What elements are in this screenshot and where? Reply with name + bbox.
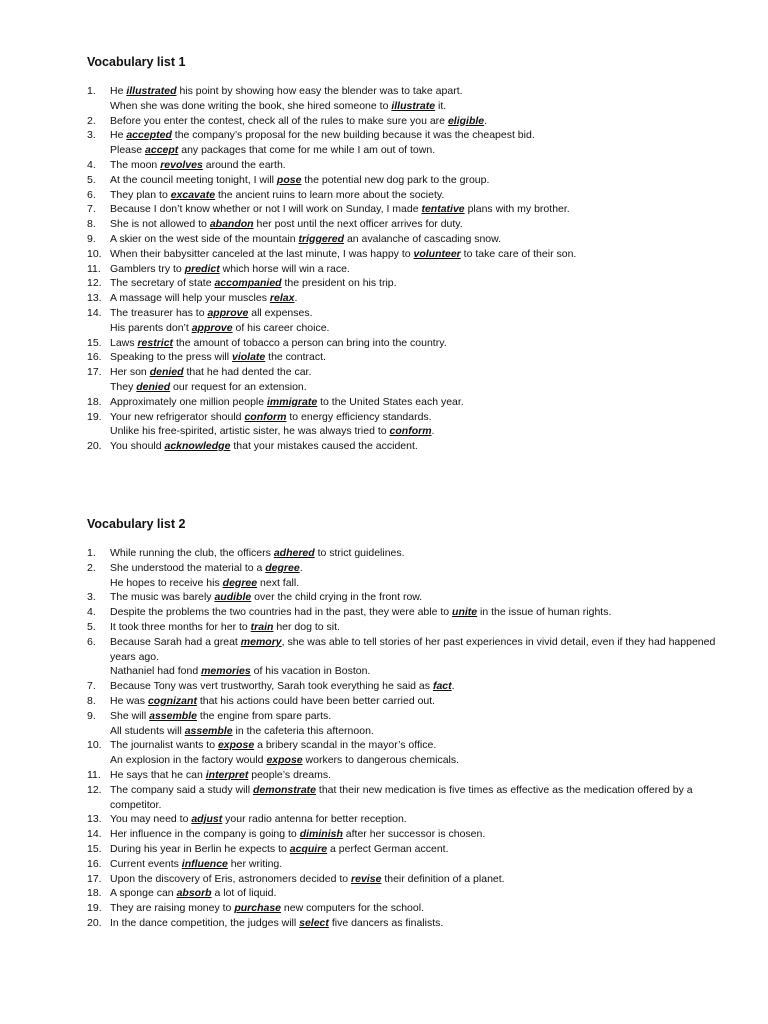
list-item bbox=[87, 158, 727, 173]
sentence-text: of his career choice. bbox=[232, 321, 330, 334]
list-item bbox=[87, 395, 727, 410]
vocabulary-word: accept bbox=[145, 144, 179, 157]
list-item bbox=[87, 262, 727, 277]
item-number: 15. bbox=[87, 842, 102, 855]
sentence-text: her writing. bbox=[227, 857, 283, 870]
sentence-text: Please bbox=[110, 144, 146, 157]
vocabulary-word: adhered bbox=[273, 547, 315, 559]
sentence-text: around the earth. bbox=[202, 158, 286, 171]
example-sentence bbox=[110, 247, 727, 262]
sentence-text: His parents don’t bbox=[110, 321, 192, 334]
example-sentence bbox=[110, 872, 727, 887]
sentence-text: that their new medication is five times as effective as the medication offered by a competitor. bbox=[110, 783, 693, 811]
sentence-text: When their babysitter canceled at the last minute, I was happy to bbox=[110, 247, 414, 260]
example-sentence bbox=[110, 724, 727, 739]
item-number: 14. bbox=[87, 828, 102, 841]
list-item bbox=[87, 306, 727, 336]
example-sentence bbox=[110, 336, 727, 351]
example-sentence bbox=[110, 679, 727, 694]
example-sentence bbox=[110, 916, 727, 931]
sentence-text: her dog to sit. bbox=[273, 620, 340, 633]
list-item bbox=[87, 827, 727, 842]
item-number: 10. bbox=[87, 247, 102, 260]
sentence-text: Her influence in the company is going to bbox=[110, 828, 300, 841]
vocabulary-word: revolves bbox=[160, 158, 203, 171]
vocabulary-word: abandon bbox=[209, 218, 254, 231]
sentence-text: Her son bbox=[110, 366, 150, 379]
list-item bbox=[87, 620, 727, 635]
sentence-text: after her successor is chosen. bbox=[342, 828, 486, 841]
item-number: 17. bbox=[87, 872, 102, 885]
vocabulary-word: memories bbox=[201, 665, 251, 678]
sentence-text: While running the club, the officers bbox=[110, 547, 274, 559]
list-title: Vocabulary list 1 bbox=[87, 55, 186, 69]
example-sentence bbox=[110, 188, 727, 203]
vocabulary-word: conform bbox=[244, 410, 287, 423]
example-sentence bbox=[110, 738, 727, 753]
list-item bbox=[87, 247, 727, 262]
sentence-text: his point by showing how easy the blender was to take apart. bbox=[176, 85, 463, 97]
list-item bbox=[87, 635, 727, 679]
sentence-text: When she was done writing the book, she hired someone to bbox=[110, 99, 392, 112]
sentence-text: in the cafeteria this afternoon. bbox=[232, 724, 374, 737]
sentence-text: . bbox=[451, 680, 455, 693]
list-item bbox=[87, 217, 727, 232]
list-item bbox=[87, 232, 727, 247]
sentence-text: They are raising money to bbox=[110, 902, 235, 915]
sentence-text: All students will bbox=[110, 724, 185, 737]
item-number: 3. bbox=[87, 129, 96, 142]
list-item bbox=[87, 694, 727, 709]
list-item bbox=[87, 84, 727, 114]
item-number: 12. bbox=[87, 277, 102, 290]
list-item bbox=[87, 128, 727, 158]
list-item bbox=[87, 561, 727, 591]
sentence-text: . bbox=[299, 561, 303, 574]
sentence-text: Upon the discovery of Eris, astronomers decided to bbox=[110, 872, 352, 885]
example-sentence bbox=[110, 561, 727, 576]
list-item bbox=[87, 679, 727, 694]
example-sentence bbox=[110, 901, 727, 916]
item-number: 7. bbox=[87, 680, 96, 693]
sentence-text: that his actions could have been better carried out. bbox=[196, 694, 436, 707]
sentence-text: Because Tony was vert trustworthy, Sarah took everything he said as bbox=[110, 680, 433, 693]
sentence-text: He says that he can bbox=[110, 768, 206, 781]
vocabulary-word: tentative bbox=[421, 203, 465, 216]
list-item bbox=[87, 276, 727, 291]
example-sentence bbox=[110, 842, 727, 857]
sentence-text: the contract. bbox=[265, 351, 326, 364]
item-number: 6. bbox=[87, 635, 96, 648]
sentence-text: The treasurer has to bbox=[110, 306, 208, 319]
example-sentence bbox=[110, 365, 727, 380]
vocabulary-word: triggered bbox=[298, 232, 345, 245]
list-item bbox=[87, 188, 727, 203]
vocabulary-word: audible bbox=[214, 591, 252, 604]
vocabulary-word: relax bbox=[269, 292, 295, 305]
sentence-text: to energy efficiency standards. bbox=[286, 410, 432, 423]
sentence-list bbox=[87, 84, 727, 454]
example-sentence bbox=[110, 424, 727, 439]
sentence-text: next fall. bbox=[257, 576, 300, 589]
vocabulary-word: degree bbox=[222, 576, 258, 589]
list-item bbox=[87, 590, 727, 605]
sentence-text: our request for an extension. bbox=[170, 380, 307, 393]
item-number: 11. bbox=[87, 768, 101, 781]
vocabulary-word: approve bbox=[191, 321, 233, 334]
item-number: 13. bbox=[87, 813, 102, 826]
sentence-text: Before you enter the contest, check all of the rules to make sure you are bbox=[110, 114, 448, 127]
vocabulary-word: conform bbox=[389, 425, 432, 438]
sentence-text: all expenses. bbox=[248, 306, 313, 319]
vocabulary-word: train bbox=[250, 620, 274, 633]
example-sentence bbox=[110, 232, 727, 247]
example-sentence bbox=[110, 276, 727, 291]
sentence-text: A skier on the west side of the mountain bbox=[110, 232, 299, 245]
vocabulary-list-2 bbox=[87, 516, 727, 931]
sentence-text: to the United States each year. bbox=[317, 395, 464, 408]
item-number: 2. bbox=[87, 114, 96, 127]
vocabulary-word: absorb bbox=[176, 887, 212, 900]
vocabulary-word: denied bbox=[136, 380, 171, 393]
item-number: 6. bbox=[87, 188, 96, 201]
vocabulary-word: accompanied bbox=[214, 277, 282, 290]
sentence-text: She is not allowed to bbox=[110, 218, 210, 231]
sentence-text: to strict guidelines. bbox=[314, 547, 405, 559]
sentence-text: of his vacation in Boston. bbox=[250, 665, 371, 678]
sentence-text: You should bbox=[110, 440, 165, 453]
sentence-text: Nathaniel had fond bbox=[110, 665, 202, 678]
example-sentence bbox=[110, 395, 727, 410]
sentence-text: During his year in Berlin he expects to bbox=[110, 842, 290, 855]
item-number: 16. bbox=[87, 857, 102, 870]
example-sentence bbox=[110, 291, 727, 306]
vocabulary-word: acknowledge bbox=[164, 440, 231, 453]
sentence-text: A sponge can bbox=[110, 887, 177, 900]
sentence-text: Gamblers try to bbox=[110, 262, 185, 275]
vocabulary-word: violate bbox=[231, 351, 266, 364]
vocabulary-word: immigrate bbox=[267, 395, 318, 408]
sentence-text: people’s dreams. bbox=[248, 768, 332, 781]
item-number: 13. bbox=[87, 292, 102, 305]
list-title: Vocabulary list 2 bbox=[87, 517, 186, 531]
sentence-text: your radio antenna for better reception. bbox=[222, 813, 407, 826]
item-number: 19. bbox=[87, 902, 102, 915]
sentence-text: a bribery scandal in the mayor’s office. bbox=[254, 739, 437, 752]
vocabulary-word: volunteer bbox=[413, 247, 461, 260]
sentence-text: The company said a study will bbox=[110, 783, 253, 796]
sentence-text: She will bbox=[110, 709, 150, 722]
item-number: 1. bbox=[87, 547, 96, 559]
item-number: 4. bbox=[87, 158, 96, 171]
sentence-text: her post until the next officer arrives for duty. bbox=[253, 218, 463, 231]
list-item bbox=[87, 350, 727, 365]
sentence-text: it. bbox=[435, 99, 447, 112]
sentence-text: the company’s proposal for the new building because it was the cheapest bid. bbox=[171, 129, 535, 142]
vocabulary-word: purchase bbox=[234, 902, 281, 915]
sentence-text: , she was able to tell stories of her past experiences in vivid detail, even if they had happened years ago. bbox=[110, 635, 716, 663]
sentence-text: An explosion in the factory would bbox=[110, 754, 267, 767]
example-sentence bbox=[110, 827, 727, 842]
list-item bbox=[87, 768, 727, 783]
item-number: 9. bbox=[87, 232, 96, 245]
sentence-text: . bbox=[431, 425, 435, 438]
list-item bbox=[87, 738, 727, 768]
sentence-list bbox=[87, 546, 727, 931]
vocabulary-word: influence bbox=[181, 857, 228, 870]
sentence-text: Laws bbox=[110, 336, 138, 349]
example-sentence bbox=[110, 114, 727, 129]
item-number: 11. bbox=[87, 262, 101, 275]
item-number: 1. bbox=[87, 85, 96, 97]
item-number: 18. bbox=[87, 887, 102, 900]
example-sentence bbox=[110, 321, 727, 336]
item-number: 4. bbox=[87, 606, 96, 619]
vocabulary-word: predict bbox=[184, 262, 220, 275]
list-item bbox=[87, 365, 727, 395]
sentence-text: Despite the problems the two countries had in the past, they were able to bbox=[110, 606, 453, 619]
list-item bbox=[87, 812, 727, 827]
sentence-text: At the council meeting tonight, I will bbox=[110, 173, 277, 186]
list-item bbox=[87, 546, 727, 561]
list-item bbox=[87, 605, 727, 620]
list-item bbox=[87, 439, 727, 454]
item-number: 15. bbox=[87, 336, 102, 349]
example-sentence bbox=[110, 576, 727, 591]
sentence-text: in the issue of human rights. bbox=[477, 606, 612, 619]
list-item bbox=[87, 291, 727, 306]
sentence-text: The journalist wants to bbox=[110, 739, 218, 752]
sentence-text: . bbox=[294, 292, 298, 305]
sentence-text: the potential new dog park to the group. bbox=[301, 173, 490, 186]
sentence-text: a lot of liquid. bbox=[211, 887, 277, 900]
item-number: 10. bbox=[87, 739, 102, 752]
item-number: 14. bbox=[87, 306, 102, 319]
item-number: 7. bbox=[87, 203, 96, 216]
sentence-text: She understood the material to a bbox=[110, 561, 266, 574]
vocabulary-word: expose bbox=[266, 754, 303, 767]
sentence-text: the engine from spare parts. bbox=[196, 709, 332, 722]
sentence-text: In the dance competition, the judges will bbox=[110, 916, 300, 929]
example-sentence bbox=[110, 857, 727, 872]
list-item bbox=[87, 336, 727, 351]
list-item bbox=[87, 173, 727, 188]
example-sentence bbox=[110, 768, 727, 783]
sentence-text: a perfect German accent. bbox=[327, 842, 449, 855]
vocabulary-word: acquire bbox=[289, 842, 328, 855]
example-sentence bbox=[110, 410, 727, 425]
item-number: 8. bbox=[87, 218, 96, 231]
list-item bbox=[87, 901, 727, 916]
sentence-text: Current events bbox=[110, 857, 182, 870]
vocabulary-word: expose bbox=[217, 739, 255, 752]
example-sentence bbox=[110, 439, 727, 454]
example-sentence bbox=[110, 812, 727, 827]
item-number: 16. bbox=[87, 351, 102, 364]
example-sentence bbox=[110, 694, 727, 709]
example-sentence bbox=[110, 546, 727, 561]
sentence-text: that he had dented the car. bbox=[183, 366, 312, 379]
sentence-text: The secretary of state bbox=[110, 277, 215, 290]
sentence-text: the president on his trip. bbox=[281, 277, 397, 290]
list-item bbox=[87, 842, 727, 857]
list-item bbox=[87, 709, 727, 739]
sentence-text: that your mistakes caused the accident. bbox=[230, 440, 418, 453]
example-sentence bbox=[110, 350, 727, 365]
item-number: 8. bbox=[87, 694, 96, 707]
vocabulary-word: eligible bbox=[447, 114, 485, 127]
vocabulary-word: restrict bbox=[137, 336, 174, 349]
sentence-text: the amount of tobacco a person can bring into the country. bbox=[173, 336, 447, 349]
example-sentence bbox=[110, 262, 727, 277]
sentence-text: Approximately one million people bbox=[110, 395, 268, 408]
example-sentence bbox=[110, 590, 727, 605]
example-sentence bbox=[110, 217, 727, 232]
sentence-text: over the child crying in the front row. bbox=[251, 591, 423, 604]
sentence-text: He was bbox=[110, 694, 148, 707]
vocabulary-word: fact bbox=[432, 680, 452, 693]
list-item bbox=[87, 886, 727, 901]
sentence-text: The moon bbox=[110, 158, 161, 171]
sentence-text: their definition of a planet. bbox=[381, 872, 505, 885]
example-sentence bbox=[110, 605, 727, 620]
vocabulary-word: revise bbox=[351, 872, 382, 885]
sentence-text: Unlike his free-spirited, artistic sister, he was always tried to bbox=[110, 425, 390, 438]
item-number: 17. bbox=[87, 366, 102, 379]
example-sentence bbox=[110, 664, 727, 679]
list-item bbox=[87, 202, 727, 217]
sentence-text: workers to dangerous chemicals. bbox=[302, 754, 460, 767]
sentence-text: He hopes to receive his bbox=[110, 576, 223, 589]
sentence-text: A massage will help your muscles bbox=[110, 292, 270, 305]
example-sentence bbox=[110, 380, 727, 395]
sentence-text: plans with my brother. bbox=[464, 203, 570, 216]
sentence-text: Because Sarah had a great bbox=[110, 635, 241, 648]
item-number: 19. bbox=[87, 410, 102, 423]
vocabulary-word: assemble bbox=[184, 724, 233, 737]
sentence-text: They bbox=[110, 380, 137, 393]
sentence-text: You may need to bbox=[110, 813, 192, 826]
sentence-text: Speaking to the press will bbox=[110, 351, 232, 364]
sentence-text: which horse will win a race. bbox=[219, 262, 350, 275]
example-sentence bbox=[110, 783, 727, 813]
example-sentence bbox=[110, 128, 727, 143]
sentence-text: They plan to bbox=[110, 188, 171, 201]
vocabulary-word: assemble bbox=[149, 709, 197, 722]
vocabulary-word: cognizant bbox=[147, 694, 197, 707]
vocabulary-word: illustrated bbox=[126, 85, 177, 97]
vocabulary-word: unite bbox=[452, 606, 478, 619]
item-number: 12. bbox=[87, 783, 102, 796]
item-number: 5. bbox=[87, 173, 96, 186]
item-number: 5. bbox=[87, 620, 96, 633]
sentence-text: . bbox=[484, 114, 488, 127]
vocabulary-list-1 bbox=[87, 54, 727, 454]
list-item bbox=[87, 783, 727, 813]
vocabulary-word: demonstrate bbox=[252, 783, 316, 796]
vocabulary-word: degree bbox=[265, 561, 300, 574]
item-number: 2. bbox=[87, 561, 96, 574]
vocabulary-word: memory bbox=[240, 635, 282, 648]
vocabulary-word: approve bbox=[207, 306, 249, 319]
sentence-text: to take care of their son. bbox=[460, 247, 577, 260]
item-number: 20. bbox=[87, 440, 102, 453]
sentence-text: It took three months for her to bbox=[110, 620, 251, 633]
sentence-text: He bbox=[110, 85, 127, 97]
example-sentence bbox=[110, 886, 727, 901]
example-sentence bbox=[110, 306, 727, 321]
vocabulary-word: select bbox=[299, 916, 329, 929]
sentence-text: an avalanche of cascading snow. bbox=[344, 232, 502, 245]
vocabulary-word: interpret bbox=[205, 768, 249, 781]
list-item bbox=[87, 916, 727, 931]
sentence-text: five dancers as finalists. bbox=[328, 916, 444, 929]
example-sentence bbox=[110, 202, 727, 217]
sentence-text: Because I don’t know whether or not I will work on Sunday, I made bbox=[110, 203, 422, 216]
list-item bbox=[87, 114, 727, 129]
sentence-text: Your new refrigerator should bbox=[110, 410, 245, 423]
example-sentence bbox=[110, 158, 727, 173]
example-sentence bbox=[110, 173, 727, 188]
list-item bbox=[87, 857, 727, 872]
example-sentence bbox=[110, 753, 727, 768]
example-sentence bbox=[110, 635, 727, 665]
example-sentence bbox=[110, 99, 727, 114]
example-sentence bbox=[110, 84, 727, 99]
example-sentence bbox=[110, 143, 727, 158]
vocabulary-word: excavate bbox=[170, 188, 216, 201]
vocabulary-word: pose bbox=[276, 173, 302, 186]
item-number: 9. bbox=[87, 709, 96, 722]
item-number: 3. bbox=[87, 591, 96, 604]
item-number: 18. bbox=[87, 395, 102, 408]
vocabulary-word: adjust bbox=[191, 813, 223, 826]
vocabulary-word: diminish bbox=[299, 828, 343, 841]
sentence-text: any packages that come for me while I am out of town. bbox=[178, 144, 436, 157]
example-sentence bbox=[110, 620, 727, 635]
vocabulary-word: accepted bbox=[126, 129, 172, 142]
list-item bbox=[87, 410, 727, 440]
item-number: 20. bbox=[87, 916, 102, 929]
sentence-text: He bbox=[110, 129, 127, 142]
example-sentence bbox=[110, 709, 727, 724]
sentence-text: new computers for the school. bbox=[281, 902, 424, 915]
vocabulary-word: illustrate bbox=[391, 99, 436, 112]
vocabulary-word: denied bbox=[149, 366, 184, 379]
list-item bbox=[87, 872, 727, 887]
sentence-text: The music was barely bbox=[110, 591, 215, 604]
sentence-text: the ancient ruins to learn more about the society. bbox=[215, 188, 445, 201]
